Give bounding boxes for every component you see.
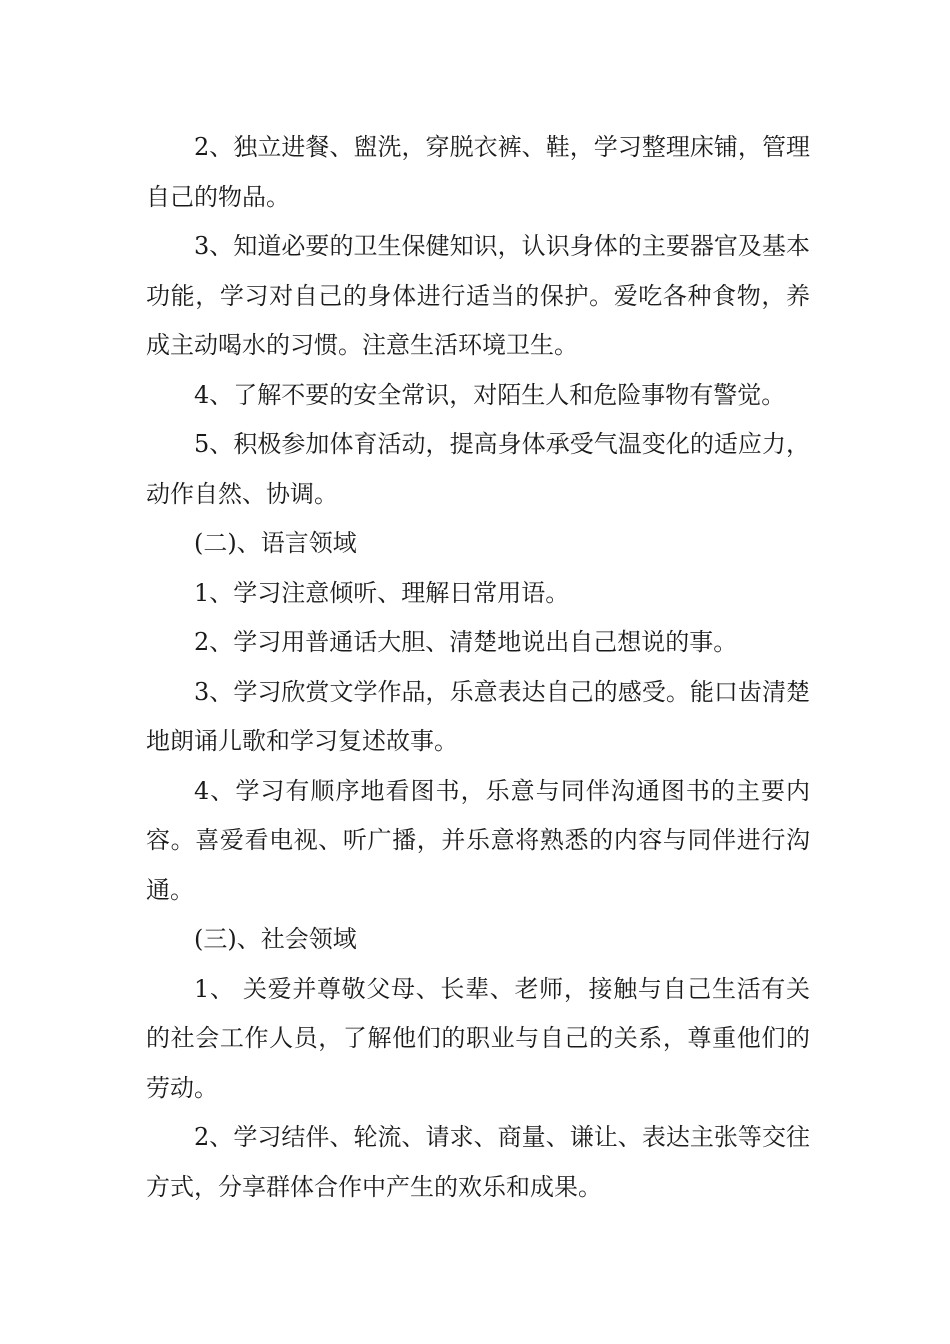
paragraph-speaking: 2、学习用普通话大胆、清楚地说出自己想说的事。 bbox=[194, 628, 738, 656]
paragraph-safety: 4、了解不要的安全常识，对陌生人和危险事物有警觉。 bbox=[194, 380, 786, 409]
document-body bbox=[146, 123, 810, 1212]
paragraph-literature: 3、学习欣赏文学作品，乐意表达自己的感受。能口齿清楚地朗诵儿歌和学习复述故事。 bbox=[146, 677, 810, 755]
section-heading-social: (三)、社会领域 bbox=[194, 925, 357, 953]
paragraph-physical-activity: 5、积极参加体育活动，提高身体承受气温变化的适应力，动作自然、协调。 bbox=[146, 430, 810, 508]
paragraph-cooperation: 2、学习结伴、轮流、请求、商量、谦让、表达主张等交往方式，分享群体合作中产生的欢乐和成果。 bbox=[146, 1123, 810, 1201]
paragraph-self-care: 2、独立进餐、盥洗，穿脱衣裤、鞋，学习整理床铺，管理自己的物品。 bbox=[146, 133, 810, 211]
section-heading-language: (二)、语言领域 bbox=[194, 529, 357, 557]
paragraph-listening: 1、学习注意倾听、理解日常用语。 bbox=[194, 578, 570, 607]
paragraph-health-knowledge: 3、知道必要的卫生保健知识，认识身体的主要器官及基本功能，学习对自己的身体进行适当的保护。爱吃各种食物，养成主动喝水的习惯。注意生活环境卫生。 bbox=[146, 232, 810, 359]
paragraph-respect: 1、 关爱并尊敬父母、长辈、老师，接触与自己生活有关的社会工作人员，了解他们的职业与自己的关系，尊重他们的劳动。 bbox=[146, 974, 810, 1102]
paragraph-reading: 4、学习有顺序地看图书，乐意与同伴沟通图书的主要内容。喜爱看电视、听广播，并乐意将熟悉的内容与同伴进行沟通。 bbox=[146, 776, 810, 904]
